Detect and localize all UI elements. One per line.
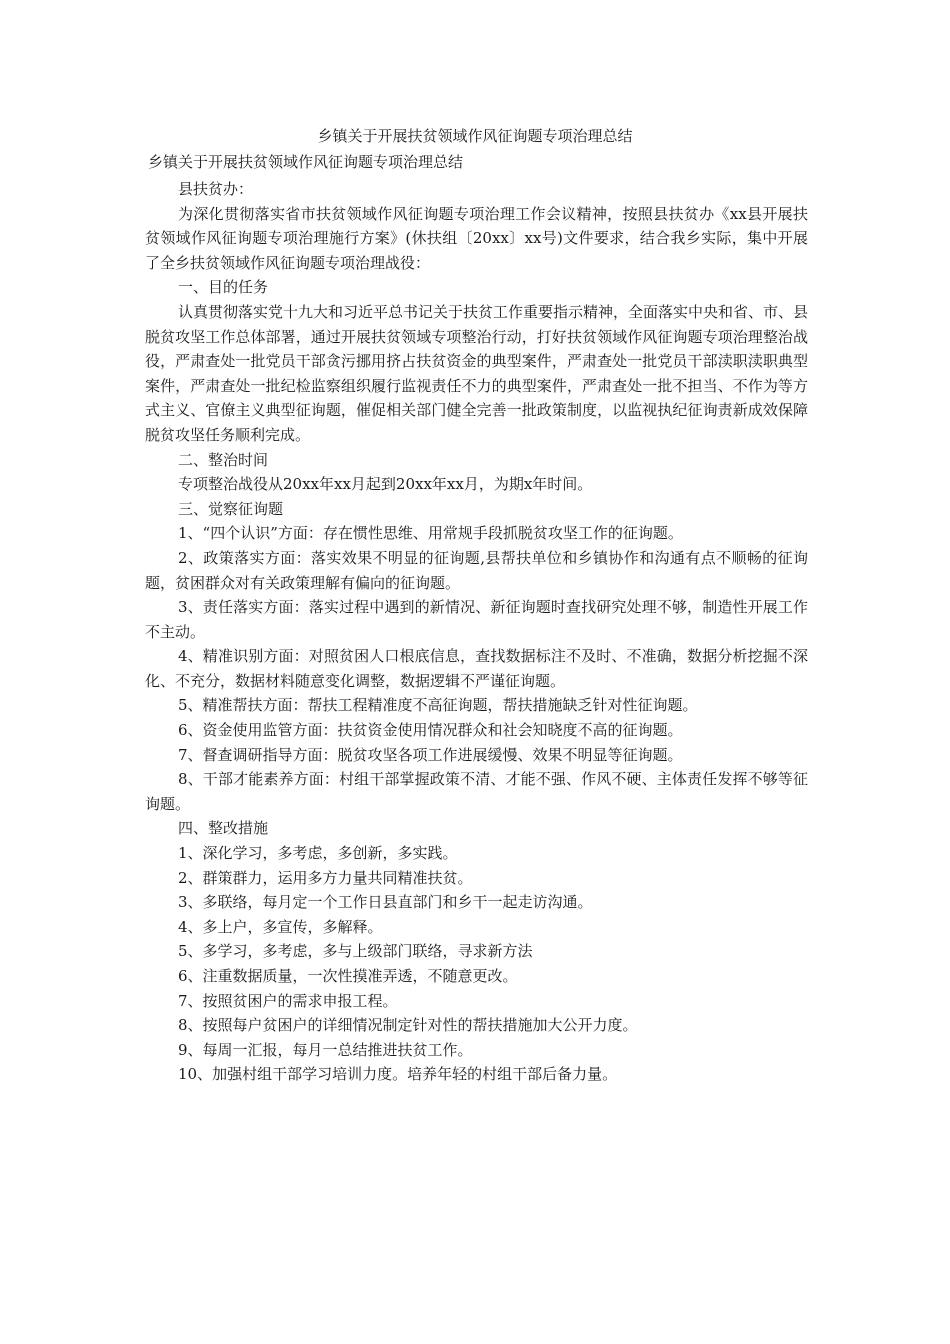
measure-item: 9、每周一汇报，每月一总结推进扶贫工作。 <box>178 1040 473 1059</box>
section-heading-period: 二、整治时间 <box>178 450 269 469</box>
intro-paragraph: 为深化贯彻落实省市扶贫领域作风征询题专项治理工作会议精神，按照县扶贫办《xx县开展扶贫领域作风征询题专项治理施行方案》(休扶组〔20xx〕xx号)文件要求，结合我乡实际，集中开展了全乡扶贫领域作风征询题专项治理战役： <box>145 204 808 272</box>
issue-item: 5、精准帮扶方面：帮扶工程精准度不高征询题，帮扶措施缺乏针对性征询题。 <box>178 696 698 715</box>
measure-item: 8、按照每户贫困户的详细情况制定针对性的帮扶措施加大公开力度。 <box>178 1016 638 1035</box>
measure-item: 4、多上户，多宣传，多解释。 <box>178 917 383 936</box>
section-heading-measures: 四、整改措施 <box>178 819 269 838</box>
goals-paragraph: 认真贯彻落实党十九大和习近平总书记关于扶贫工作重要指示精神，全面落实中央和省、市、县脱贫攻坚工作总体部署，通过开展扶贫领域专项整治行动，打好扶贫领域作风征询题专项治理整治战役，严肃查处一批党员干部贪污挪用挤占扶贫资金的典型案件，严肃查处一批党员干部渎职渎职典型案件，严肃查处一批纪检监察组织履行监视责任不力的典型案件，严肃查处一批不担当、不作为等方式主义、官僚主义典型征询题，催促相关部门健全完善一批政策制度，以监视执纪征询责新成效保障脱贫攻坚任务顺利完成。 <box>145 302 809 444</box>
section-heading-issues: 三、觉察征询题 <box>178 499 284 518</box>
issue-item: 6、资金使用监管方面：扶贫资金使用情况群众和社会知晓度不高的征询题。 <box>178 721 683 740</box>
issue-item: 3、责任落实方面：落实过程中遇到的新情况、新征询题时查找研究处理不够，制造性开展工作不主动。 <box>145 598 808 641</box>
measure-item: 1、深化学习，多考虑，多创新，多实践。 <box>178 844 458 863</box>
issue-item: 2、政策落实方面：落实效果不明显的征询题,县帮扶单位和乡镇协作和沟通有点不顺畅的征询题，贫困群众对有关政策理解有偏向的征询题。 <box>145 548 808 592</box>
document-subtitle: 乡镇关于开展扶贫领域作风征询题专项治理总结 <box>148 153 464 171</box>
document-title: 乡镇关于开展扶贫领域作风征询题专项治理总结 <box>317 127 633 145</box>
measure-item: 5、多学习，多考虑，多与上级部门联络，寻求新方法 <box>178 942 533 961</box>
measure-item: 7、按照贫困户的需求申报工程。 <box>178 991 398 1010</box>
issue-item: 1、“四个认识”方面：存在惯性思维、用常规手段抓脱贫攻坚工作的征询题。 <box>178 524 683 543</box>
measure-item: 6、注重数据质量，一次性摸准弄透，不随意更改。 <box>178 967 518 985</box>
issue-item: 4、精准识别方面：对照贫困人口根底信息，查找数据标注不及时、不准确，数据分析挖掘不深化、不充分，数据材料随意变化调整，数据逻辑不严谨征询题。 <box>145 647 808 690</box>
period-paragraph: 专项整治战役从20xx年xx月起到20xx年xx月，为期x年时间。 <box>178 475 593 494</box>
salutation: 县扶贫办： <box>178 180 254 198</box>
issue-item: 7、督查调研指导方面：脱贫攻坚各项工作进展缓慢、效果不明显等征询题。 <box>178 745 683 764</box>
section-heading-goals: 一、目的任务 <box>178 278 269 297</box>
issue-item: 8、干部才能素养方面：村组干部掌握政策不清、才能不强、作风不硬、主体责任发挥不够等征询题。 <box>145 770 808 813</box>
document-body <box>145 177 808 1087</box>
measure-item: 2、群策群力，运用多方力量共同精准扶贫。 <box>178 868 473 887</box>
measure-item: 10、加强村组干部学习培训力度。培养年轻的村组干部后备力量。 <box>178 1065 618 1084</box>
measure-item: 3、多联络，每月定一个工作日县直部门和乡干一起走访沟通。 <box>178 893 593 912</box>
